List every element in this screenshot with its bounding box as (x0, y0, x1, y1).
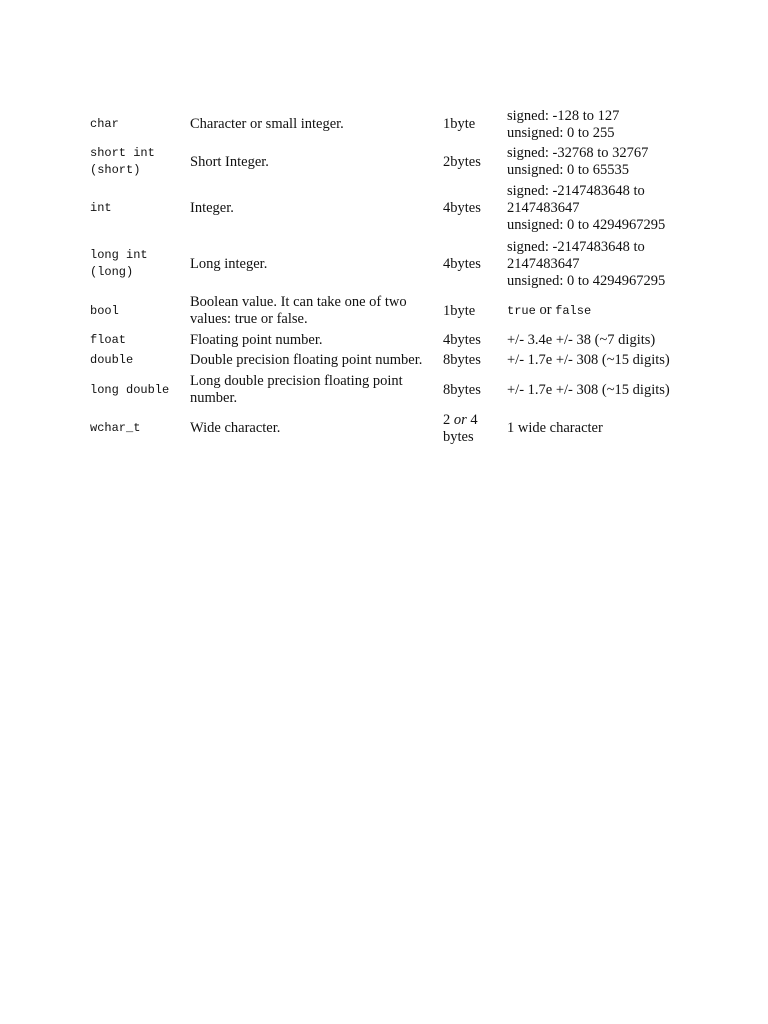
type-name: int (90, 201, 112, 215)
description-text: Floating point number. (190, 331, 323, 348)
range-cell (503, 181, 691, 236)
range-text: +/- 1.7e +/- 308 (~15 digits) (507, 381, 670, 398)
type-name-cell (86, 292, 186, 330)
size-cell (439, 143, 503, 181)
table-row (86, 292, 691, 330)
range-cell (503, 143, 691, 181)
size-number: 4 (470, 411, 478, 428)
type-name-cell (86, 143, 186, 181)
description-text: Wide character. (190, 420, 281, 436)
description-text: Long double precision floating point (190, 373, 403, 389)
description-text: Long integer. (190, 255, 268, 272)
table-row (86, 236, 691, 292)
size-text: 4bytes (443, 255, 481, 272)
size-text: 1byte (443, 116, 476, 132)
or-word: or (539, 302, 552, 318)
type-name-cell (86, 330, 186, 350)
size-cell (439, 371, 503, 409)
type-name: char (90, 117, 119, 131)
type-name-cell (86, 409, 186, 448)
description-cell (186, 143, 439, 181)
range-cell (503, 106, 691, 143)
size-cell (439, 181, 503, 236)
description-cell (186, 236, 439, 292)
range-text: +/- 3.4e +/- 38 (~7 digits) (507, 331, 656, 348)
data-types-table (86, 106, 691, 448)
size-cell (439, 330, 503, 350)
description-cell (186, 350, 439, 371)
bool-range (507, 302, 687, 320)
description-text: Boolean value. It can take one of two (190, 294, 407, 310)
size-text: 2bytes (443, 153, 481, 170)
description-cell (186, 181, 439, 236)
table-row (86, 143, 691, 181)
range-cell (503, 350, 691, 371)
size-text: 4bytes (443, 200, 481, 216)
range-text: unsigned: 0 to 4294967295 (507, 272, 666, 289)
description-text: Double precision floating point number. (190, 352, 423, 368)
type-name: short int (90, 146, 155, 160)
size-text: 1byte (443, 302, 476, 319)
description-text: Character or small integer. (190, 116, 344, 132)
type-name: bool (90, 303, 119, 318)
range-text: 2147483647 (507, 200, 580, 216)
range-text: signed: -2147483648 to (507, 238, 645, 255)
table-row (86, 350, 691, 371)
size-text-line1 (443, 412, 499, 429)
true-keyword: true (507, 304, 536, 318)
size-unit: bytes (443, 428, 474, 445)
range-cell (503, 330, 691, 350)
table-row (86, 106, 691, 143)
range-cell (503, 236, 691, 292)
type-name: wchar_t (90, 421, 141, 435)
type-name-cell (86, 181, 186, 236)
range-text: 2147483647 (507, 255, 580, 272)
type-name-alias: (long) (90, 265, 134, 279)
description-text: number. (190, 390, 238, 406)
description-cell (186, 106, 439, 143)
size-cell (439, 292, 503, 330)
type-name-alias: (short) (90, 163, 141, 177)
size-text: 4bytes (443, 331, 481, 348)
type-name: long int (90, 248, 148, 262)
range-text: unsigned: 0 to 65535 (507, 162, 630, 178)
size-text: 8bytes (443, 381, 481, 398)
type-name: long double (90, 382, 170, 397)
size-cell (439, 350, 503, 371)
description-cell (186, 292, 439, 330)
size-cell (439, 409, 503, 448)
table-row (86, 181, 691, 236)
range-text: unsigned: 0 to 4294967295 (507, 217, 666, 233)
size-cell (439, 236, 503, 292)
size-number: 2 (443, 411, 451, 428)
false-keyword: false (555, 304, 592, 318)
range-cell (503, 292, 691, 330)
size-cell (439, 106, 503, 143)
range-text: unsigned: 0 to 255 (507, 124, 615, 141)
range-text: signed: -32768 to 32767 (507, 145, 649, 161)
range-text: +/- 1.7e +/- 308 (~15 digits) (507, 352, 670, 368)
type-name: double (90, 353, 134, 367)
range-text: signed: -2147483648 to (507, 183, 645, 199)
description-text: Short Integer. (190, 153, 269, 170)
table-row (86, 409, 691, 448)
type-name-cell (86, 371, 186, 409)
range-text: signed: -128 to 127 (507, 107, 620, 124)
type-name: float (90, 332, 127, 347)
table-row (86, 371, 691, 409)
description-cell (186, 371, 439, 409)
type-name-cell (86, 350, 186, 371)
range-cell (503, 409, 691, 448)
description-text: values: true or false. (190, 311, 308, 327)
type-name-cell (86, 106, 186, 143)
or-word: or (453, 411, 467, 428)
description-cell (186, 330, 439, 350)
table-row (86, 330, 691, 350)
description-cell (186, 409, 439, 448)
range-text: 1 wide character (507, 420, 603, 436)
type-name-cell (86, 236, 186, 292)
size-text: 8bytes (443, 352, 481, 368)
range-cell (503, 371, 691, 409)
description-text: Integer. (190, 200, 234, 216)
